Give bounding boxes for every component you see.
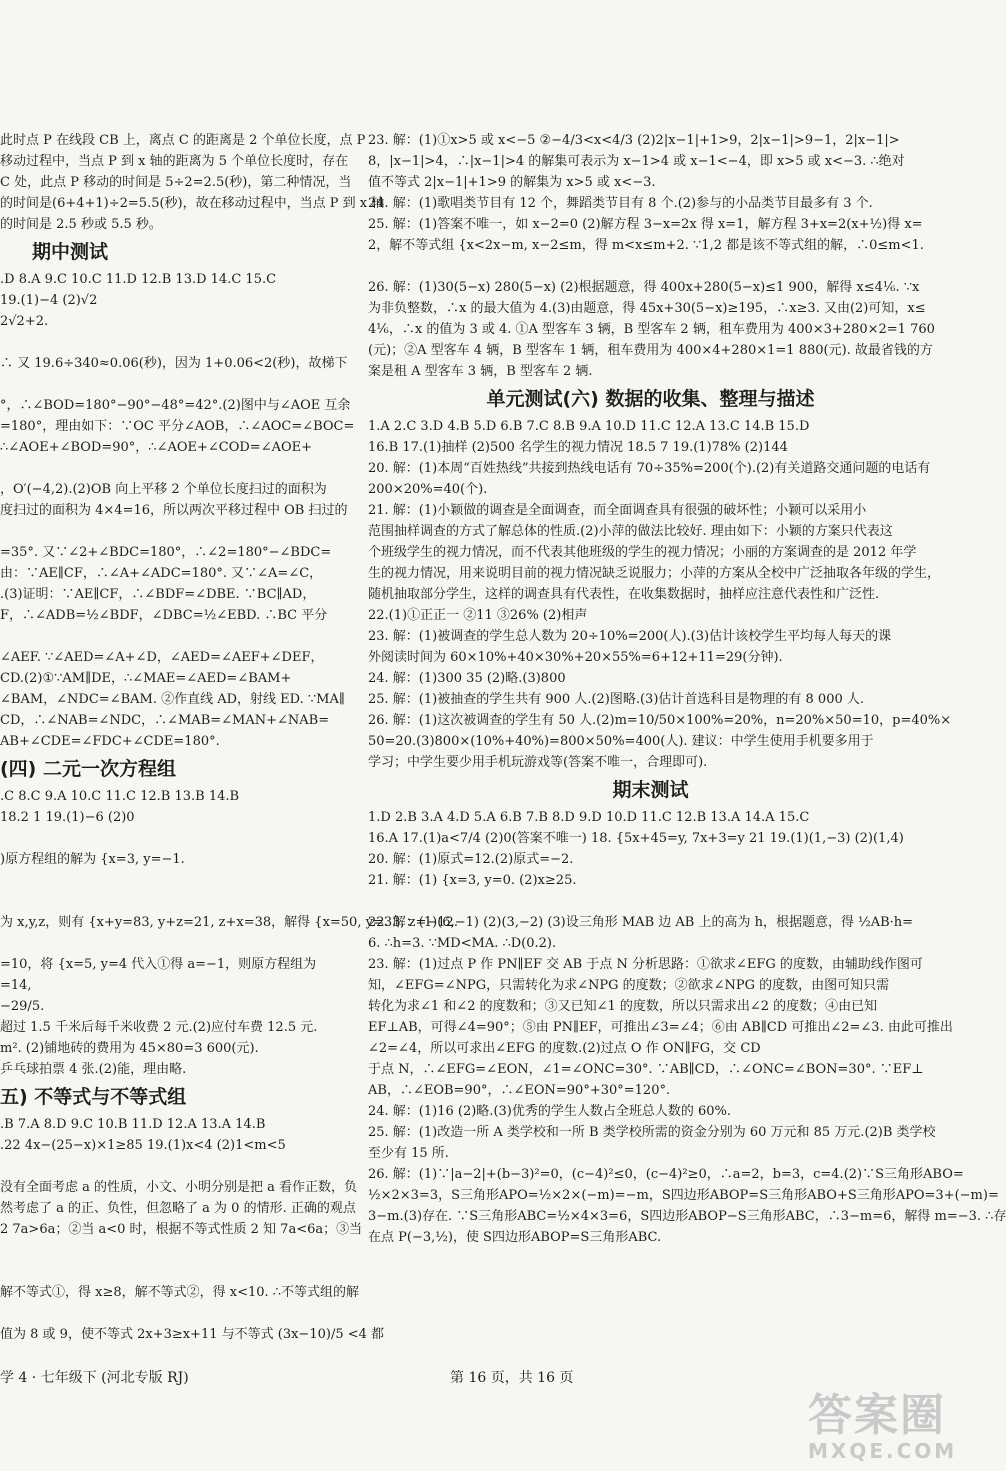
- answer-line: 22. 解：(1)(6,−1) (2)(3,−2) (3)设三角形 MAB 边 AB 上的高为 h，根据题意，得 ½AB·h=: [368, 915, 914, 930]
- answer-line: m². (2)铺地砖的费用为 45×80=3 600(元).: [0, 1041, 259, 1056]
- answer-line: EF⊥AB，可得∠4=90°；⑤由 PN∥EF，可推出∠3=∠4；⑥由 AB∥CD 可推出∠2=∠3. 由此可推出: [368, 1020, 953, 1035]
- unit6-answers: [368, 416, 952, 773]
- answer-line: 24. 解：(1)歌唱类节目有 12 个，舞蹈类节目有 8 个.(2)参与的小品类节目最多有 3 个.: [368, 196, 873, 211]
- answer-line: [368, 891, 933, 912]
- answer-line: 26. 解：(1)这次被调查的学生有 50 人.(2)m=10/50×100%=20%，n=20%×50=10，p=40%×: [368, 713, 952, 728]
- answer-line: CD.(2)①∵AM∥DE，∴∠MAE=∠AED=∠BAM+: [0, 671, 292, 686]
- page-number: 第 16 页，共 16 页: [450, 1370, 574, 1386]
- answer-line: ½×2×3=3，S三角形APO=½×2×(−m)=−m，S四边形ABOP=S三角形ABO+S三角形APO=3+(−m)=: [368, 1188, 999, 1203]
- answer-line: 的时间是 2.5 秒或 5.5 秒。: [0, 217, 162, 232]
- answer-line: =10，将 {x=5, y=4 代入①得 a=−1，则原方程组为: [0, 957, 317, 972]
- unit5-answers-continued: [368, 130, 933, 382]
- answer-line: 由：∵AE∥CF，∴∠A+∠ADC=180°. 又∵∠A=∠C，: [0, 566, 323, 581]
- answer-line: ∴ 又 19.6÷340≈0.06(秒)，因为 1+0.06<2(秒)，故梯下: [0, 356, 348, 371]
- answer-line: 20. 解：(1)本周“百姓热线”共接到热线电话有 70÷35%=200(个).(2)有关道路交通问题的电话有: [368, 461, 931, 476]
- answer-line: 25. 解：(1)改造一所 A 类学校和一所 B 类学校所需的资金分别为 60 万元和 85 万元.(2)B 类学校: [368, 1125, 936, 1140]
- answer-line: 转化为求∠1 和∠2 的度数和；③又已知∠1 的度数，所以只需求出∠2 的度数；④由已知: [368, 999, 878, 1014]
- answer-line: 范围抽样调查的方式了解总体的性质.(2)小萍的做法比较好. 理由如下：小颖的方案只代表这: [368, 524, 893, 539]
- answer-line: 4⅙，∴x 的值为 3 或 4. ①A 型客车 3 辆，B 型客车 2 辆，租车费用为 400×3+280×2=1 760: [368, 322, 935, 337]
- answer-line: 至少有 15 所.: [368, 1146, 449, 1161]
- answer-line: 23. 解：(1)过点 P 作 PN∥EF 交 AB 于点 N 分析思路：①欲求∠EFG 的度数，由辅助线作图可: [368, 957, 923, 972]
- answer-line: 20. 解：(1)原式=12.(2)原式=−2.: [368, 852, 574, 867]
- answer-line: 21. 解：(1) {x=3, y=0. (2)x≥25.: [368, 873, 577, 888]
- answer-line: ∠AEF. ∵∠AED=∠A+∠D，∠AED=∠AEF+∠DEF，: [0, 650, 324, 665]
- section-title-unit4: (四) 二元一次方程组: [0, 758, 176, 780]
- answer-line: 3−m.(3)存在. ∵S三角形ABC=½×4×3=6，S四边形ABOP−S三角形ABC，∴3−m=6，解得 m=−3. ∴存: [368, 1209, 1006, 1224]
- section-title-midterm: 期中测试: [32, 241, 109, 263]
- answer-line: (元)；②A 型客车 4 辆，B 型客车 1 辆，租车费用为 400×4+280×1=1 880(元). 故最省钱的方: [368, 343, 933, 358]
- answer-line: 解不等式①，得 x≥8，解不等式②，得 x<10. ∴不等式组的解: [0, 1285, 360, 1300]
- answer-line: 值为 8 或 9，使不等式 2x+3≥x+11 与不等式 (3x−10)/5 <4 都: [0, 1327, 385, 1342]
- answer-line: 23. 解：(1)被调查的学生总人数为 20÷10%=200(人).(3)估计该校学生平均每人每天的课: [368, 629, 892, 644]
- answer-line: 200×20%=40(个).: [368, 482, 488, 497]
- answer-line: .(3)证明：∵AE∥CF，∴∠BDF=∠DBE. ∵BC∥AD，: [0, 587, 316, 602]
- answer-line: 26. 解：(1)30(5−x) 280(5−x) (2)根据题意，得 400x+280(5−x)≤1 900，解得 x≤4⅙. ∵x: [368, 280, 920, 295]
- answer-line: 24. 解：(1)300 35 (2)略.(3)800: [368, 671, 566, 686]
- footer-book-info: 学 4 · 七年级下 (河北专版 RJ): [0, 1370, 189, 1386]
- answer-line: CD，∴∠NAB=∠NDC，∴∠MAB=∠MAN+∠NAB=: [0, 713, 330, 728]
- answer-line: 19.(1)−4 (2)√2: [0, 293, 98, 308]
- answer-line: 1.A 2.C 3.D 4.B 5.D 6.B 7.C 8.B 9.A 10.D 11.C 12.A 13.C 14.B 15.D: [368, 419, 810, 434]
- answer-line: 学习；中学生要少用手机玩游戏等(答案不唯一，合理即可).: [368, 755, 708, 770]
- answer-line: AB+∠CDE=∠FDC+∠CDE=180°.: [0, 734, 220, 749]
- answer-line: 25. 解：(1)被抽查的学生共有 900 人.(2)图略.(3)估计首选科目是物理的有 8 000 人.: [368, 692, 865, 707]
- page-footer: [0, 1367, 1000, 1391]
- answer-line: 2√2+2.: [0, 314, 49, 329]
- answer-line: 2，解不等式组 {x<2x−m, x−2≤m，得 m<x≤m+2. ∵1,2 都是该不等式组的解，∴0≤m<1.: [368, 238, 924, 253]
- answer-line: 26. 解：(1)∵|a−2|+(b−3)²=0，(c−4)²≤0，(c−4)²≥0，∴a=2，b=3，c=4.(2)∵S三角形ABO=: [368, 1167, 964, 1182]
- answer-line: .C 8.C 9.A 10.C 11.C 12.B 13.B 14.B: [0, 789, 240, 804]
- answer-line: 没有全面考虑 a 的性质，小文、小明分别是把 a 看作正数，负: [0, 1180, 358, 1195]
- answer-line: 为 x,y,z，则有 {x+y=83, y+z=21, z+x=38，解得 {x=50, y=33, z=−12.: [0, 915, 458, 930]
- answer-line: ∠2=∠4，所以可求出∠EFG 的度数.(2)过点 O 作 ON∥FG，交 CD: [368, 1041, 761, 1056]
- answer-line: 移动过程中，当点 P 到 x 轴的距离为 5 个单位长度时，存在: [0, 154, 349, 169]
- answer-line: 16.A 17.(1)a<7/4 (2)0(答案不唯一) 18. {5x+45=y, 7x+3=y 21 19.(1)(1,−3) (2)(1,4): [368, 831, 904, 846]
- watermark-url: MXQE.COM: [808, 1439, 958, 1463]
- answer-line: .22 4x−(25−x)×1≥85 19.(1)x<4 (2)1<m<5: [0, 1138, 286, 1153]
- answer-line: 8，|x−1|>4，∴|x−1|>4 的解集可表示为 x−1>4 或 x−1<−4，即 x>5 或 x<−3. ∴绝对: [368, 154, 905, 169]
- answer-line: 外阅读时间为 60×10%+40×30%+20×55%=6+12+11=29(分钟).: [368, 650, 783, 665]
- section-title-unit5: 五) 不等式与不等式组: [0, 1086, 187, 1108]
- right-column: [368, 130, 1006, 1355]
- answer-line: 23. 解：(1)①x>5 或 x<−5 ②−4/3<x<4/3 (2)2|x−1|+1>9，2|x−1|>9−1，2|x−1|>: [368, 133, 900, 148]
- answer-line: 的时间是(6+4+1)÷2=5.5(秒)，故在移动过程中，当点 P 到 x 轴: [0, 196, 385, 211]
- answer-line: 度扫过的面积为 4×4=16，所以两次平移过程中 OB 扫过的: [0, 503, 348, 518]
- answer-line: ，O′(−4,2).(2)OB 向上平移 2 个单位长度扫过的面积为: [0, 482, 327, 497]
- answer-line: AB，∴∠EOB=90°，∴∠EON=90°+30°=120°.: [368, 1083, 671, 1098]
- watermark-text: 答案圈: [808, 1390, 946, 1441]
- answer-line: C 处，此点 P 移动的时间是 5÷2=2.5(秒)，第二种情况，当: [0, 175, 352, 190]
- answer-line: 16.B 17.(1)抽样 (2)500 名学生的视力情况 18.5 7 19.(1)78% (2)144: [368, 440, 788, 455]
- answer-line: 随机抽取部分学生，这样的调查具有代表性，在收集数据时，抽样应注意代表性和广泛性.: [368, 587, 880, 602]
- answer-line: 于点 N，∴∠EFG=∠EON，∠1=∠ONC=30°. ∵AB∥CD，∴∠ONC=∠BON=30°. ∵EF⊥: [368, 1062, 924, 1077]
- answer-line: F，∴∠ADB=½∠BDF，∠DBC=½∠EBD. ∴BC 平分: [0, 608, 328, 623]
- answer-line: 案是租 A 型客车 3 辆，B 型客车 2 辆.: [368, 364, 593, 379]
- answer-line: 为非负整数，∴x 的最大值为 4.(3)由题意，得 45x+30(5−x)≥195，∴x≥3. 又由(2)可知，x≤: [368, 301, 926, 316]
- answer-line: 值不等式 2|x−1|+1>9 的解集为 x>5 或 x<−3.: [368, 175, 656, 190]
- section-title-unit6: 单元测试(六) 数据的收集、整理与描述: [486, 388, 815, 410]
- answer-line: 18.2 1 19.(1)−6 (2)0: [0, 810, 135, 825]
- answer-line: 知，∠EFG=∠NPG，只需转化为求∠NPG 的度数；②欲求∠NPG 的度数，由图可知只需: [368, 978, 890, 993]
- final-test-answers: [368, 807, 1006, 1248]
- answer-line: =35°. 又∵∠2+∠BDC=180°，∴∠2=180°−∠BDC=: [0, 545, 332, 560]
- answer-line: [368, 256, 933, 277]
- answer-line: 2 7a>6a；②当 a<0 时，根据不等式性质 2 知 7a<6a；③当: [0, 1222, 363, 1237]
- answer-line: 生的视力情况，用来说明目前的视力情况缺乏说服力；小萍的方案从全校中广泛抽取各年级的学生，: [368, 566, 941, 581]
- answer-line: 22.(1)①正正一 ②11 ③26% (2)相声: [368, 608, 588, 623]
- answer-line: °，∴∠BOD=180°−90°−48°=42°.(2)图中与∠AOE 互余: [0, 398, 351, 413]
- answer-line: =180°，理由如下：∵OC 平分∠AOB，∴∠AOC=∠BOC=: [0, 419, 355, 434]
- answer-line: 超过 1.5 千米后每千米收费 2 元.(2)应付车费 12.5 元.: [0, 1020, 318, 1035]
- answer-line: ∠BAM，∠NDC=∠BAM. ②作直线 AD，射线 ED. ∵MA∥: [0, 692, 345, 707]
- answer-line: 6. ∴h=3. ∵MD<MA. ∴D(0.2).: [368, 936, 557, 951]
- answer-line: 25. 解：(1)答案不唯一，如 x−2=0 (2)解方程 3−x=2x 得 x=1，解方程 3+x=2(x+½)得 x=: [368, 217, 923, 232]
- answer-line: )原方程组的解为 {x=3, y=−1.: [0, 852, 185, 867]
- answer-line: 然考虑了 a 的正、负性，但忽略了 a 为 0 的情形. 正确的观点: [0, 1201, 356, 1216]
- answer-line: 24. 解：(1)16 (2)略.(3)优秀的学生人数占全班总人数的 60%.: [368, 1104, 732, 1119]
- answer-line: 乒乓球拍票 4 张.(2)能，理由略.: [0, 1062, 187, 1077]
- answer-line: 在点 P(−3,½)，使 S四边形ABOP=S三角形ABC.: [368, 1230, 662, 1245]
- watermark-logo: [808, 1392, 993, 1466]
- answer-line: .D 8.A 9.C 10.C 11.D 12.B 13.D 14.C 15.C: [0, 272, 277, 287]
- answer-line: =14,: [0, 978, 32, 993]
- answer-line: .B 7.A 8.D 9.C 10.B 11.D 12.A 13.A 14.B: [0, 1117, 266, 1132]
- answer-line: −29/5.: [0, 999, 45, 1014]
- section-title-final: 期末测试: [612, 779, 689, 801]
- answer-line: 个班级学生的视力情况，而不代表其他班级的学生的视力情况；小丽的方案调查的是 2012 年学: [368, 545, 917, 560]
- answer-line: 50=20.(3)800×(10%+40%)=800×50%=400(人). 建议：中学生使用手机要多用于: [368, 734, 874, 749]
- answer-line: 1.D 2.B 3.A 4.D 5.A 6.B 7.B 8.D 9.D 10.D 11.C 12.B 13.A 14.A 15.C: [368, 810, 810, 825]
- answer-line: 21. 解：(1)小颖做的调查是全面调查，而全面调查具有很强的破坏性；小颖可以采用小: [368, 503, 867, 518]
- answer-line: 此时点 P 在线段 CB 上，离点 C 的距离是 2 个单位长度，点 P: [0, 133, 366, 148]
- answer-line: ∴∠AOE+∠BOD=90°，∴∠AOE+∠COD=∠AOE+: [0, 440, 313, 455]
